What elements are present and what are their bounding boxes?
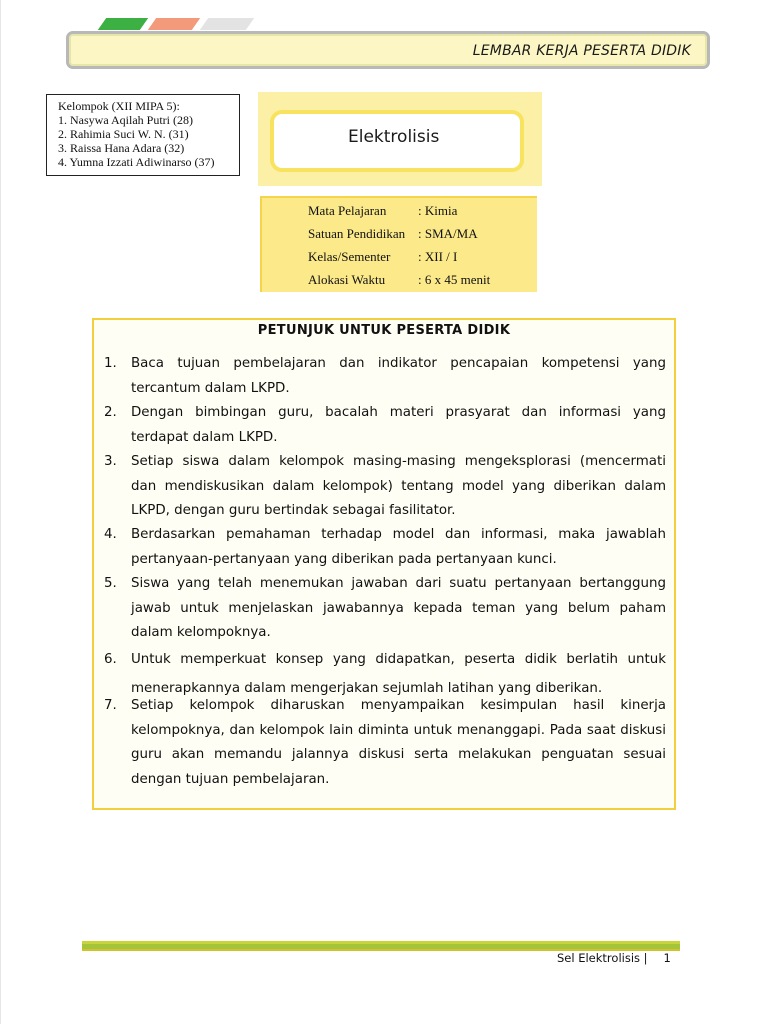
instruction-number: 2. [104,405,117,420]
info-row [308,272,490,288]
footer-bar [82,941,680,951]
instruction-number: 5. [104,576,117,591]
info-key: Kelas/Sementer [308,249,391,264]
group-member: 2. Rahimia Suci W. N. (31) [58,127,189,141]
info-key: Alokasi Waktu [308,272,386,287]
ribbon-grey [200,18,254,30]
ribbon-green [98,18,148,30]
instruction-number: 1. [104,356,117,371]
instruction-number: 7. [104,698,117,713]
header-banner [66,31,710,69]
instruction-number: 4. [104,527,117,542]
instruction-item [100,352,666,401]
instruction-item [100,694,666,792]
instructions-title: PETUNJUK UNTUK PESERTA DIDIK [257,323,511,338]
group-member: 1. Nasywa Aqilah Putri (28) [58,113,193,127]
info-row [308,249,457,265]
header-title: LEMBAR KERJA PESERTA DIDIK [472,43,691,59]
instruction-item [100,572,666,646]
instruction-text: Untuk memperkuat konsep yang didapatkan, peserta didik berlatih untuk menerapkannya dalam mengerjakan sejumlah latihan yang diberikan. [131,652,666,696]
group-member: 3. Raissa Hana Adara (32) [58,141,185,155]
instruction-number: 6. [104,652,117,667]
group-member: 4. Yumna Izzati Adiwinarso (37) [58,155,215,169]
footer-label: Sel Elektrolisis | [557,951,648,965]
page-number: 1 [663,951,671,965]
instruction-text: Siswa yang telah menemukan jawaban dari suatu pertanyaan bertanggung jawab untuk menjelaskan jawabannya kepada teman yang belum paham dalam kelompoknya. [131,576,666,640]
info-value: : 6 x 45 menit [418,272,491,287]
info-row [308,226,478,242]
group-heading: Kelompok (XII MIPA 5): [58,99,180,113]
instruction-text: Berdasarkan pemahaman terhadap model dan informasi, maka jawablah pertanyaan-pertanyaan yang diberikan pada pertanyaan kunci. [131,527,666,567]
info-value: : Kimia [418,203,458,218]
instruction-text: Setiap kelompok diharuskan menyampaikan kesimpulan hasil kinerja kelompoknya, dan kelompok lain diminta untuk menanggapi. Pada saat diskusi guru akan memandu jalannya diskusi serta melakukan penguatan sesuai dengan tujuan pembelajaran. [131,698,666,787]
footer [557,951,671,965]
info-key: Mata Pelajaran [308,203,387,218]
instruction-text: Dengan bimbingan guru, bacalah materi prasyarat dan informasi yang terdapat dalam LKPD. [131,405,666,445]
module-title: Elektrolisis [348,127,440,147]
instruction-text: Baca tujuan pembelajaran dan indikator pencapaian kompetensi yang tercantum dalam LKPD. [131,356,666,396]
instruction-number: 3. [104,454,117,469]
info-key: Satuan Pendidikan [308,226,406,241]
info-value: : XII / I [418,249,458,264]
instruction-item [100,401,666,450]
instruction-item [100,450,666,524]
instruction-item [100,523,666,572]
info-value: : SMA/MA [418,226,478,241]
instruction-text: Setiap siswa dalam kelompok masing-masing mengeksplorasi (mencermati dan mendiskusikan dalam kelompok) tentang model yang diberikan dalam LKPD, dengan guru bertindak sebagai fasilitator. [131,454,666,518]
info-row [308,203,457,219]
group-box [46,94,240,176]
ribbon-orange [148,18,200,30]
